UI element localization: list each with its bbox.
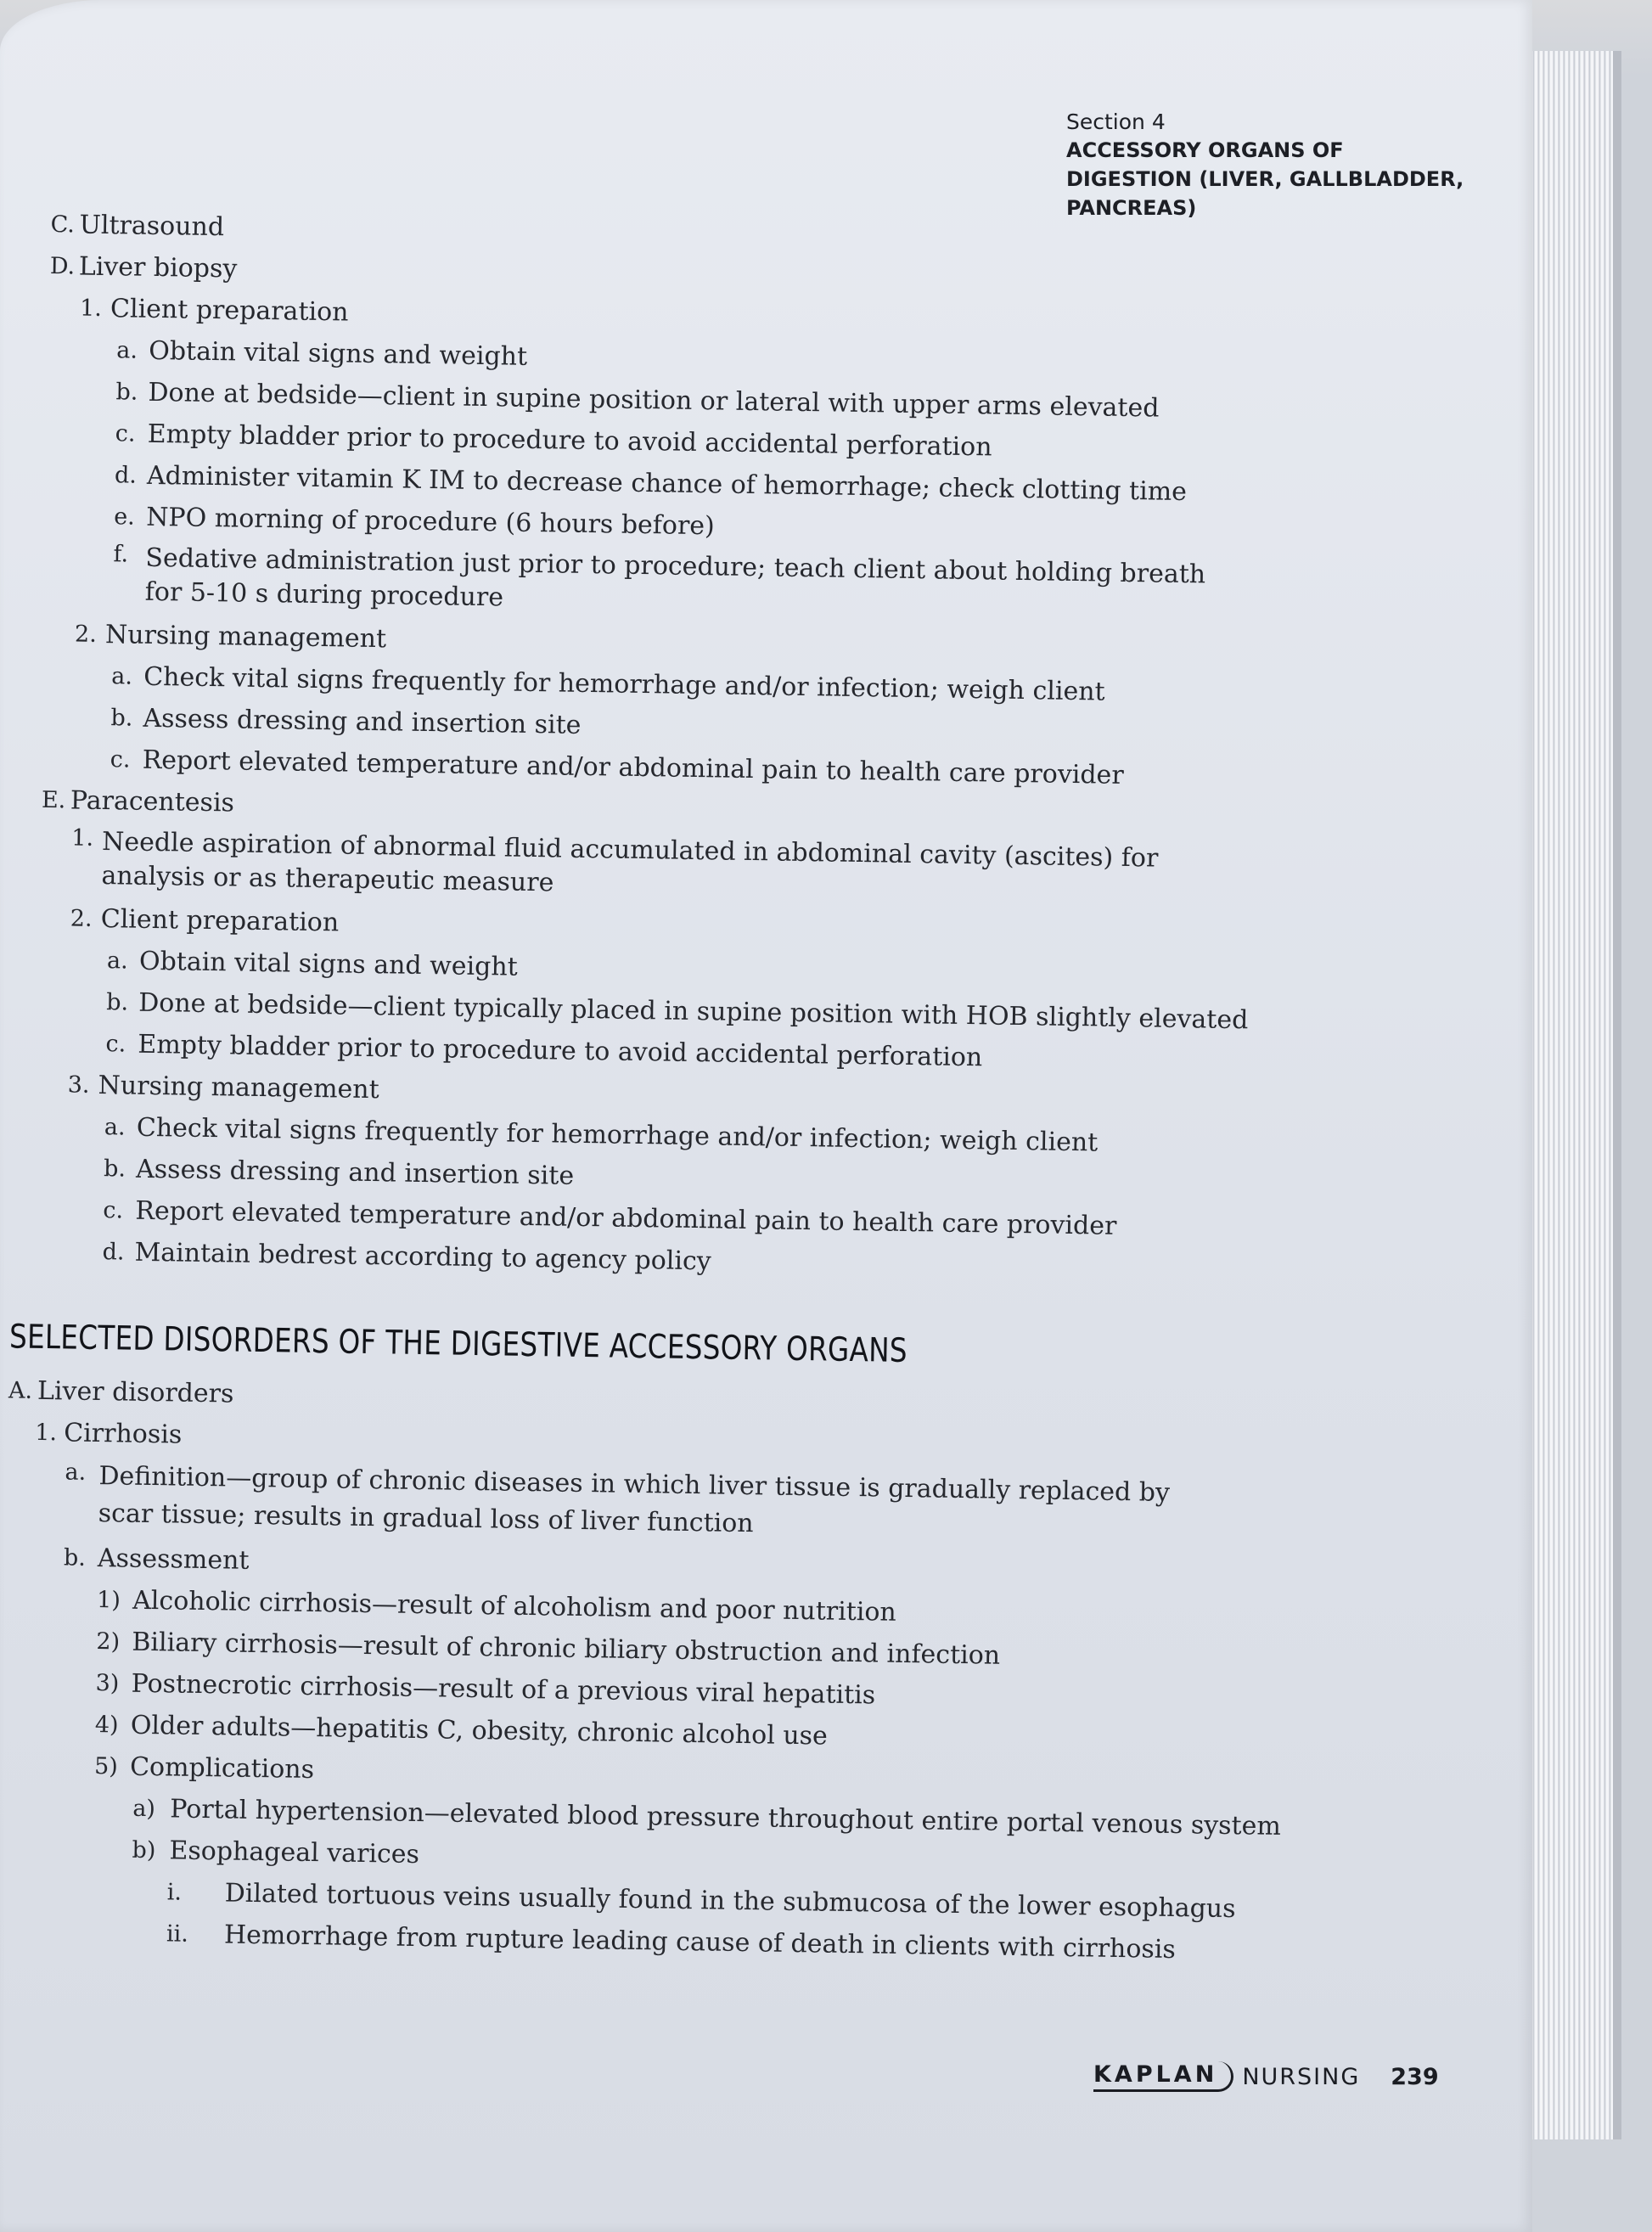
item-text: NPO morning of procedure (6 hours before) [145,502,716,542]
item-text: Nursing management [98,1071,379,1105]
item-text: Check vital signs frequently for hemorrhage and/or infection; weigh client [136,1112,1099,1158]
item-text: Report elevated temperature and/or abdominal pain to health care provider [135,1195,1117,1241]
item-marker: b. [115,379,138,406]
item-text: Empty bladder prior to procedure to avoid accidental perforation [147,419,992,463]
item-text: Needle aspiration of abnormal fluid accumulated in abdominal cavity (ascites) for analysis or as therapeutic measure [101,827,1159,898]
item-marker: i. [166,1879,183,1906]
item-text: Esophageal varices [169,1836,420,1870]
section-heading: SELECTED DISORDERS OF THE DIGESTIVE ACCESSORY ORGANS [8,1318,908,1371]
item-marker: 3) [95,1670,120,1697]
item-marker: b. [110,705,133,732]
item-text: Empty bladder prior to procedure to avoid accidental perforation [138,1029,983,1073]
item-text: Assess dressing and insertion site [143,703,582,740]
item-text: Cirrhosis [63,1418,183,1450]
item-marker: a. [106,947,128,975]
item-text: Sedative administration just prior to procedure; teach client about holding breath for 5-10 s during procedure [144,543,1206,613]
item-marker: E. [41,786,66,814]
page-footer [1093,2061,1439,2092]
item-marker: 2. [74,621,98,648]
item-marker: c. [103,1197,124,1224]
item-marker: 1) [96,1587,121,1614]
item-text: Dilated tortuous veins usually found in the submucosa of the lower esophagus [224,1878,1236,1925]
item-text: Nursing management [104,620,387,655]
item-marker: b. [105,989,129,1016]
item-marker: 3. [67,1071,90,1099]
item-marker: 2) [96,1628,121,1656]
item-marker: f. [113,541,129,568]
item-text: Obtain vital signs and weight [138,946,519,982]
item-text: Hemorrhage from rupture leading cause of death in clients with cirrhosis [223,1920,1177,1965]
item-marker: a. [65,1459,87,1486]
kaplan-logo: KAPLAN [1093,2061,1233,2092]
item-text: Done at bedside—client typically placed in supine position with HOB slightly elevated [138,987,1249,1036]
item-text: Alcoholic cirrhosis—result of alcoholism and poor nutrition [132,1585,897,1628]
item-text: Older adults—hepatitis C, obesity, chronic alcohol use [130,1710,829,1751]
item-marker: ii. [166,1920,189,1948]
item-text: Complications [129,1751,315,1785]
item-marker: a. [116,337,138,364]
item-text: Assessment [97,1543,250,1576]
page-body [8,204,1282,1971]
item-marker: 1. [71,824,94,852]
item-text: Definition—group of chronic diseases in which liver tissue is gradually replaced by scar tissue; results in gradual loss of liver function [98,1461,1171,1539]
item-marker: b. [63,1544,87,1571]
item-marker: c. [115,420,136,447]
item-marker: A. [8,1377,33,1404]
item-text: Assess dressing and insertion site [135,1154,575,1191]
item-text: Maintain bedrest according to agency policy [134,1237,712,1277]
item-marker: c. [105,1031,126,1058]
page-edges [1520,51,1621,2139]
item-marker: 1. [79,295,103,322]
item-text: Portal hypertension—elevated blood pressure throughout entire portal venous system [170,1794,1282,1841]
item-marker: a) [132,1795,156,1823]
item-text: Done at bedside—client in supine position or lateral with upper arms elevated [148,377,1160,424]
running-header [1066,109,1465,222]
item-text: Administer vitamin K IM to decrease chance of hemorrhage; check clotting time [146,460,1188,508]
item-text: Ultrasound [79,210,225,243]
section-title-line: DIGESTION (LIVER, GALLBLADDER, [1066,167,1464,191]
item-marker: C. [50,211,76,239]
item-text: Client preparation [110,294,349,328]
brand-label: NURSING [1242,2063,1361,2090]
section-title-line: ACCESSORY ORGANS OF [1066,138,1344,162]
item-marker: c. [110,746,131,773]
item-marker: 5) [93,1753,119,1780]
item-text: Client preparation [100,904,340,938]
section-title-line: PANCREAS) [1066,196,1197,220]
item-marker: a. [104,1114,126,1141]
item-text: Obtain vital signs and weight [149,335,528,372]
item-marker: 1. [35,1419,58,1447]
item-marker: a. [111,663,133,690]
item-marker: e. [113,503,136,531]
item-text: Postnecrotic cirrhosis—result of a previous viral hepatitis [131,1668,876,1711]
item-text: Report elevated temperature and/or abdominal pain to health care provider [142,745,1124,790]
item-marker: D. [49,252,76,280]
item-marker: 4) [94,1712,119,1739]
item-text: Liver disorders [37,1375,234,1409]
item-text: Liver biopsy [78,251,238,284]
item-text: Check vital signs frequently for hemorrhage and/or infection; weigh client [143,661,1105,707]
item-marker: 2. [70,905,93,932]
section-number: Section 4 [1066,110,1166,134]
item-marker: d. [102,1239,125,1266]
item-text: Paracentesis [70,785,235,818]
item-marker: b) [132,1836,156,1864]
item-text: Biliary cirrhosis—result of chronic biliary obstruction and infection [132,1627,1001,1671]
item-marker: b. [103,1155,126,1183]
page-number: 239 [1391,2063,1439,2090]
item-marker: d. [114,462,138,489]
